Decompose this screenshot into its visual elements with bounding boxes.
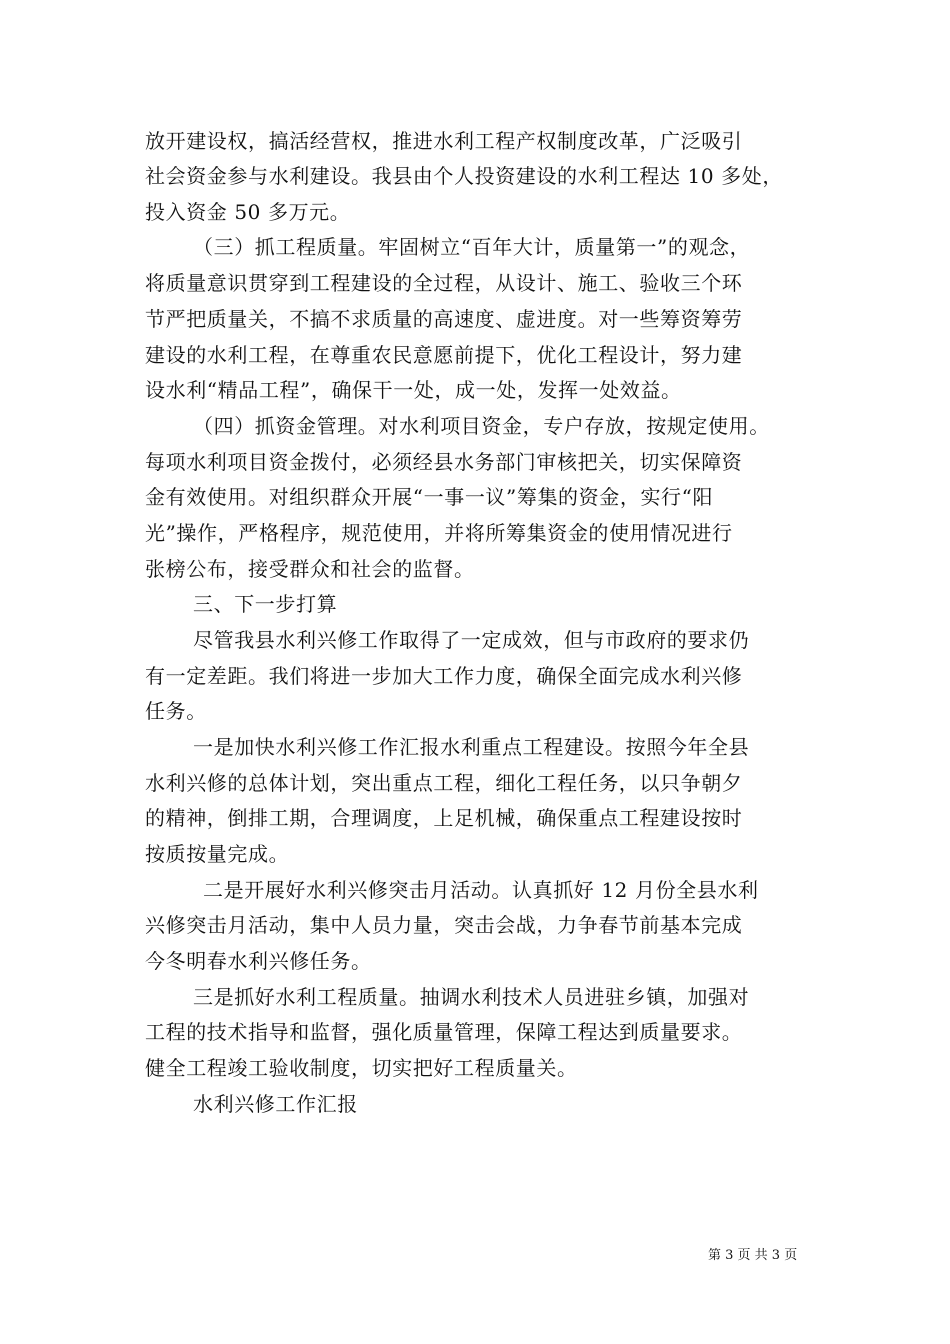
- text-line: 健全工程竣工验收制度，切实把好工程质量关。: [145, 1056, 578, 1080]
- text-line: 节严把质量关，不搞不求质量的高速度、虚进度。对一些筹资筹劳: [145, 307, 743, 331]
- section-heading: 三、下一步打算: [193, 592, 338, 616]
- text-line: 建设的水利工程，在尊重农民意愿前提下，优化工程设计，努力建: [145, 343, 743, 367]
- text-line: 每项水利项目资金拨付，必须经县水务部门审核把关，切实保障资: [145, 450, 743, 474]
- text-line: 放开建设权，搞活经营权，推进水利工程产权制度改革，广泛吸引: [145, 129, 743, 153]
- text-line: 将质量意识贯穿到工程建设的全过程，从设计、施工、验收三个环: [145, 271, 743, 295]
- text-line: 光”操作，严格程序，规范使用，并将所筹集资金的使用情况进行: [145, 521, 733, 545]
- text-line: 设水利“精品工程”，确保干一处，成一处，发挥一处效益。: [145, 378, 682, 402]
- text-line: 三是抓好水利工程质量。抽调水利技术人员进驻乡镇，加强对: [193, 985, 750, 1009]
- text-line: 有一定差距。我们将进一步加大工作力度，确保全面完成水利兴修: [145, 664, 743, 688]
- text-line: （三）抓工程质量。牢固树立“百年大计，质量第一”的观念，: [193, 235, 751, 259]
- closing-title: 水利兴修工作汇报: [193, 1092, 358, 1116]
- text-line: 任务。: [145, 699, 207, 723]
- text-line: 社会资金参与水利建设。我县由个人投资建设的水利工程达 10 多处，: [145, 164, 783, 188]
- text-line: 张榜公布，接受群众和社会的监督。: [145, 557, 475, 581]
- text-line: （四）抓资金管理。对水利项目资金，专户存放，按规定使用。: [193, 414, 770, 438]
- text-line: 二是开展好水利兴修突击月活动。认真抓好 12 月份全县水利: [203, 878, 759, 902]
- text-line: 今冬明春水利兴修任务。: [145, 949, 372, 973]
- text-line: 水利兴修的总体计划，突出重点工程，细化工程任务，以只争朝夕: [145, 771, 743, 795]
- text-line: 一是加快水利兴修工作汇报水利重点工程建设。按照今年全县: [193, 735, 750, 759]
- text-line: 兴修突击月活动，集中人员力量，突击会战，力争春节前基本完成: [145, 913, 743, 937]
- text-line: 尽管我县水利兴修工作取得了一定成效，但与市政府的要求仍: [193, 628, 750, 652]
- text-line: 的精神，倒排工期，合理调度，上足机械，确保重点工程建设按时: [145, 806, 743, 830]
- page-number: 第 3 页 共 3 页: [708, 1248, 798, 1263]
- text-line: 金有效使用。对组织群众开展“一事一议”筹集的资金，实行“阳: [145, 485, 714, 509]
- text-line: 按质按量完成。: [145, 842, 290, 866]
- text-line: 投入资金 50 多万元。: [145, 200, 351, 224]
- text-line: 工程的技术指导和监督，强化质量管理，保障工程达到质量要求。: [145, 1020, 743, 1044]
